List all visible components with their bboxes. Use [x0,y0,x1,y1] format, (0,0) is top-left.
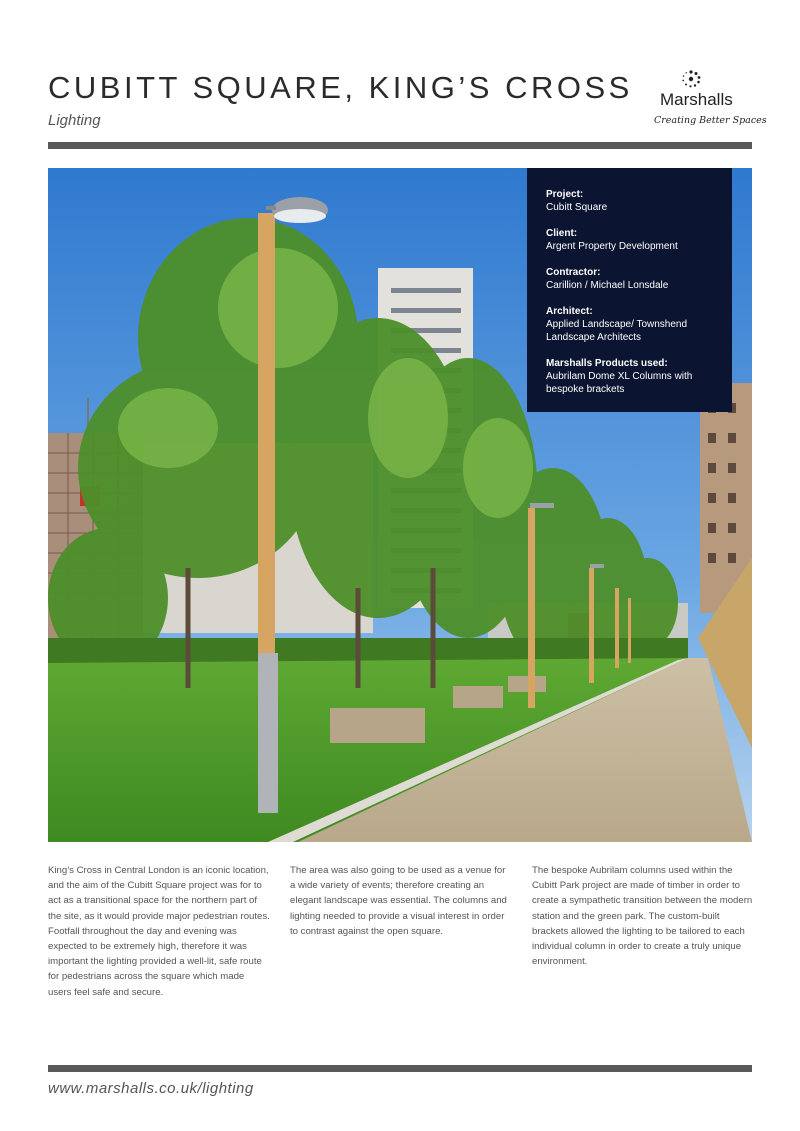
info-value: Argent Property Development [546,241,678,252]
info-label: Architect: [546,306,593,317]
info-label: Client: [546,228,578,239]
info-label: Project: [546,189,584,200]
project-info-panel [527,168,732,412]
info-row-client [546,227,718,253]
body-column-2: The area was also going to be used as a venue for a wide variety of events; therefore creating an elegant landscape was essential. The columns and lighting needed to provide a visual interest in order to contrast against the open square. [290,865,507,937]
body-column-1: King’s Cross in Central London is an iconic location, and the aim of the Cubitt Square project was for to act as a transitional space for the northern part of the site, as it would provide major pedestrian routes. Footfall throughout the day and evening was expected to be extremely high, therefore it was important the lighting provided a well-lit, safe route for pedestrians across the square which made users feel safe and secure. [48,865,270,998]
marshalls-logo[interactable] [640,70,767,130]
info-value: Aubrilam Dome XL Columns with bespoke brackets [546,371,693,395]
logo-name: Marshalls [660,90,733,109]
dot-circle-logo-icon [680,70,702,88]
info-value: Applied Landscape/ Townshend Landscape Architects [546,319,688,343]
page-title: CUBITT SQUARE, KING’S CROSS [48,70,633,105]
logo-tagline: Creating Better Spaces [654,115,767,126]
info-value: Carillion / Michael Lonsdale [546,280,669,291]
header-rule [48,142,752,149]
page-subtitle: Lighting [48,112,101,129]
footer-rule [48,1065,752,1072]
info-row-contractor [546,266,718,292]
info-row-architect [546,305,718,344]
info-row-products [546,357,718,396]
info-label: Contractor: [546,267,601,278]
info-value: Cubitt Square [546,202,608,213]
body-column-3: The bespoke Aubrilam columns used within the Cubitt Park project are made of timber in order to create a sympathetic transition between the modern station and the green park. The custom-built brackets allowed the lighting to be tailored to each individual column in order to create a truly unique environment. [532,865,753,968]
info-row-project [546,188,718,214]
website-link[interactable]: www.marshalls.co.uk/lighting [48,1080,254,1097]
info-label: Marshalls Products used: [546,358,668,369]
